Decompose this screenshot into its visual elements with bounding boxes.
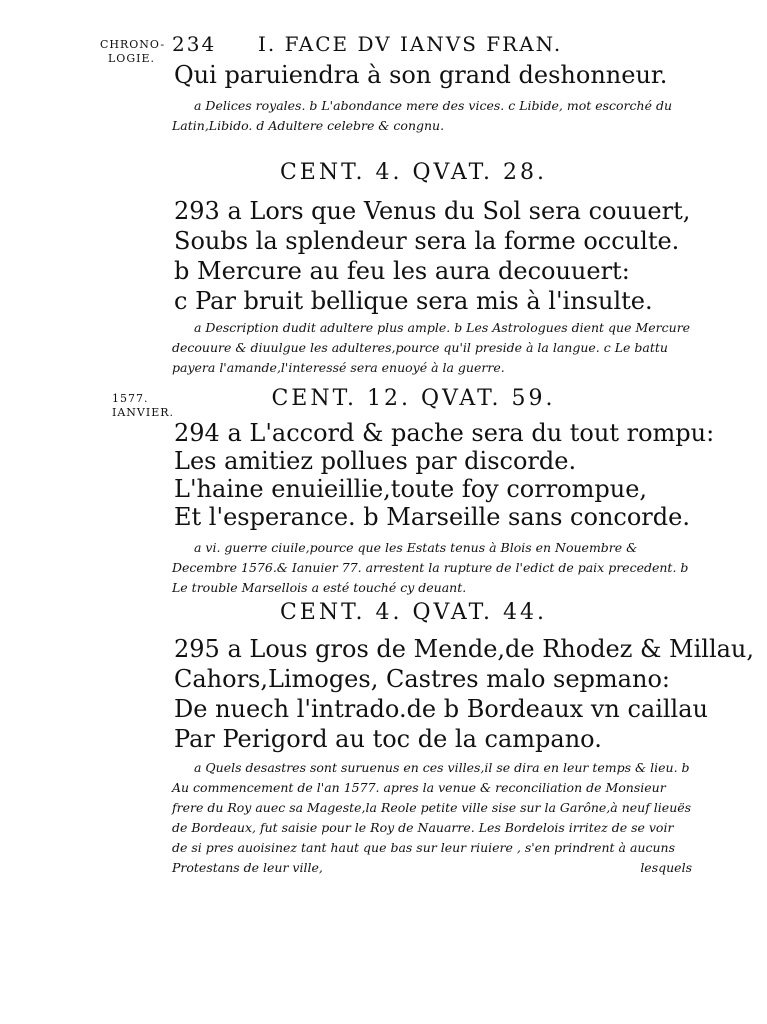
quatrain-heading: CENT. 4. QVAT. 44. — [279, 600, 548, 625]
verse-line: Les amitiez pollues par discorde. — [174, 447, 577, 475]
verse-line: c Par bruit bellique sera mis à l'insulte. — [174, 287, 653, 315]
margin-note-line: CHRONO- — [100, 38, 166, 51]
footnote: a vi. guerre ciuile,pource que les Estats tenus à Blois en Nouembre & Decembre 1576.& Ianuier 77. arrestent la rupture de l'edict de paix precedent. b Le trouble Marsellois a esté touché cy deuant. — [172, 540, 689, 595]
margin-note-month: IANVIER. — [112, 406, 175, 419]
footnote: a Description dudit adultere plus ample. b Les Astrologues dient que Mercure decouure & diuulgue les adulteres,pource qu'il preside à la langue. c Le battu payera l'amande,l'interessé sera enuoyé à la guerre. — [172, 320, 691, 375]
verse-line: 294 a L'accord & pache sera du tout rompu: — [174, 419, 715, 447]
quatrain-heading: CENT. 4. QVAT. 28. — [279, 160, 548, 185]
verse-line: L'haine enuieillie,toute foy corrompue, — [174, 475, 648, 503]
margin-note-chronologie — [100, 38, 165, 66]
verse-line: Qui paruiendra à son grand deshonneur. — [174, 61, 668, 89]
verse-line: Cahors,Limoges, Castres malo sepmano: — [174, 665, 670, 693]
margin-note-line: LOGIE. — [108, 52, 155, 65]
margin-note-year: 1577. — [112, 392, 149, 405]
footnote: a Quels desastres sont suruenus en ces villes,il se dira en leur temps & lieu. b Au commencement de l'an 1577. apres la venue & reconciliation de Monsieur frere du Roy auec sa Mageste,la Reole petite ville sise sur la Garône,à neuf lieuës de Bordeaux, fut saisie pour le Roy de Nauarre. Les Bordelois irritez de se voir de si pres auoisinez tant haut que bas sur leur riuiere , s'en prindrent à aucuns Protestans de leur ville, — [172, 760, 692, 875]
quatrain-heading: CENT. 12. QVAT. 59. — [271, 386, 556, 411]
verse-line: Et l'esperance. b Marseille sans concorde. — [174, 503, 690, 531]
verse-line: Par Perigord au toc de la campano. — [174, 725, 602, 753]
verse-line: 293 a Lors que Venus du Sol sera couuert, — [174, 197, 691, 225]
verse-line: Soubs la splendeur sera la forme occulte. — [174, 227, 680, 255]
verse-line: 295 a Lous gros de Mende,de Rhodez & Millau, — [174, 635, 755, 663]
catchword: lesquels — [640, 860, 692, 875]
footnote: a Delices royales. b L'abondance mere des vices. c Libide, mot escorché du Latin,Libido. d Adultere celebre & congnu. — [172, 98, 673, 133]
verse-line: De nuech l'intrado.de b Bordeaux vn caillau — [174, 695, 708, 723]
page-number: 234 — [172, 32, 217, 56]
running-title: I. FACE DV IANVS FRAN. — [258, 32, 563, 56]
verse-line: b Mercure au feu les aura decouuert: — [174, 257, 630, 285]
